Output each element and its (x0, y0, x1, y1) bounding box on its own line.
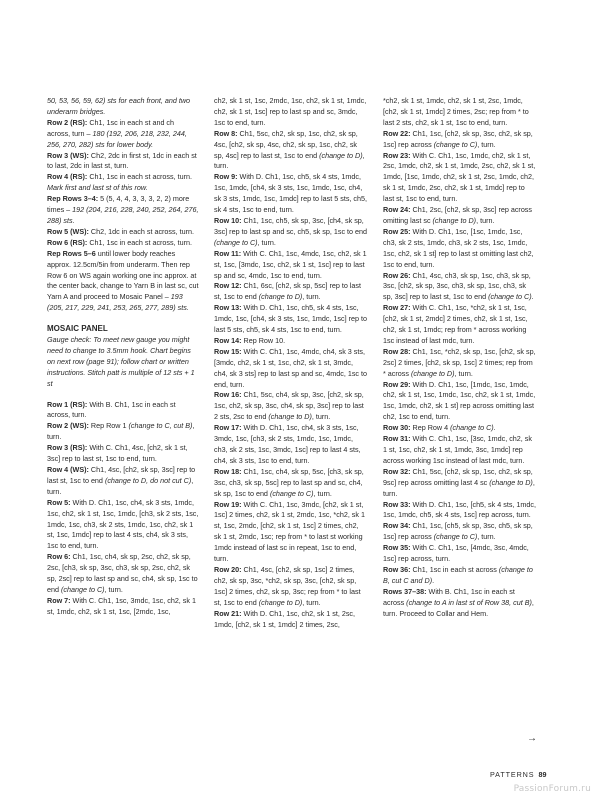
mosaic-row-33: Row 33: With D. Ch1, 1sc, [ch5, sk 4 sts, 1mdc, 1sc, 1mdc, ch5, sk 4 sts, 1sc] rep across, turn. (383, 499, 536, 520)
mosaic-row-9: Row 9: With D. Ch1, 1sc, ch5, sk 4 sts, 1mdc, 1sc, 1mdc, [ch4, sk 3 sts, 1sc, 1mdc, 1sc, ch4, sk 3 sts, 1mdc, 1sc, 1mdc] rep to last 5 sts, ch5, sk 4 sts, 1sc to end, turn. (214, 172, 367, 215)
mosaic-row-11: Row 11: With C. Ch1, 1sc, 4mdc, 1sc, ch2, sk 1 st, 1sc, [3mdc, 1sc, ch2, sk 1 st, 1sc] rep to last sp and sc, 4mdc, 1sc to end, turn. (214, 248, 367, 280)
row-5: Row 5 (WS): Ch2, 1dc in each st across, turn. (47, 226, 194, 236)
mosaic-rows-37-38: Rows 37–38: With B. Ch1, 1sc in each st across (change to A in last st of Row 38, cut B), turn. Proceed to Collar and Hem. (383, 586, 534, 618)
mosaic-row-30: Row 30: Rep Row 4 (change to C). (383, 423, 496, 433)
mosaic-row-26: Row 26: Ch1, 4sc, ch3, sk sp, 1sc, ch3, sk sp, 3sc, [ch2, sk sp, 3sc, ch3, sk sp, 1sc, ch3, sk sp, 3sc] rep to last st, 1sc to end (change to C). (383, 270, 534, 302)
watermark: PassionForum.ru (513, 784, 591, 794)
mosaic-row-28: Row 28: Ch1, 1sc, *ch2, sk sp, 1sc, [ch2, sk sp, 2sc] 2 times, [ch2, sk sp, 1sc] 2 times; rep from * across (change to D), turn. (383, 346, 536, 378)
mosaic-row-2: Row 2 (WS): Rep Row 1 (change to C, cut B), turn. (47, 421, 195, 442)
mosaic-row-17: Row 17: With D. Ch1, 1sc, ch4, sk 3 sts, 1sc, 3mdc, 1sc, [ch3, sk 2 sts, 1mdc, 1sc, 1mdc, ch3, sk 2 sts, 1sc, 3mdc, 1sc] rep to last 4 sts, ch4, sk 3 sts, 1sc to end, turn. (214, 423, 361, 465)
continue-arrow-icon: → (527, 733, 537, 744)
row-3: Row 3 (WS): Ch2, 2dc in first st, 1dc in each st to last, 2dc in last st, turn. (47, 150, 197, 171)
mosaic-row-16: Row 16: Ch1, 5sc, ch4, sk sp, 3sc, [ch2, sk sp, 1sc, ch2, sk sp, 3sc, ch4, sk sp, 3sc] rep to last 2 sts, 2sc to end (change to D), turn. (214, 390, 364, 422)
mosaic-row-21: Row 21: With D. Ch1, 1sc, ch2, sk 1 st, 2sc, 1mdc, [ch2, sk 1 st, 1mdc] 2 times, 2sc, (214, 608, 356, 629)
mosaic-row-1: Row 1 (RS): With B. Ch1, 1sc in each st across, turn. (47, 399, 176, 420)
mosaic-row-14: Row 14: Rep Row 10. (214, 335, 286, 345)
mosaic-row-20: Row 20: Ch1, 4sc, [ch2, sk sp, 1sc] 2 times, ch2, sk sp, 3sc, *ch2, sk sp, 3sc, [ch2, sk sp, 1sc] 2 times, ch2, sk sp, 3sc; rep from * to last st, 1sc to end (change to D), turn. (214, 564, 361, 607)
mosaic-row-3: Row 3 (RS): With C. Ch1, 4sc, [ch2, sk 1 st, 3sc] rep to last st, 1sc to end, turn. (47, 443, 188, 464)
mosaic-row-23: Row 23: With C. Ch1, 1sc, 1mdc, ch2, sk 1 st, 2sc, 1mdc, ch2, sk 1 st, 1mdc, 2sc, ch2, sk 1 st, 1mdc, [1sc, 1mdc, ch2, sk 1 st, 2sc, 1mdc, ch2, sk 1 st, 1mdc, 2sc, ch2, sk 1 st, 1mdc] rep to last st, 1sc to end, turn. (383, 150, 536, 204)
rep-rows-5-6: Rep Rows 5–6 until lower body reaches approx. 12.5cm/5in from underarm. Then rep Row 6 on WS again working one inc approx. at the center back, change to Yarn B in last sc, cut Yarn A and proceed to Mosaic Panel – 193 (205, 217, 229, 241, 253, 265, 277, 289) sts. (47, 248, 199, 313)
mosaic-row-10: Row 10: Ch1, 1sc, ch5, sk sp, 3sc, [ch4, sk sp, 3sc] rep to last sp and sc, ch5, sk sp, 1sc to end (change to C), turn. (214, 215, 368, 247)
column-1 (47, 96, 199, 618)
mosaic-row-35: Row 35: With C. Ch1, 1sc, [4mdc, 3sc, 4mdc, 1sc] rep across, turn. (383, 543, 529, 564)
mosaic-row-6: Row 6: Ch1, 1sc, ch4, sk sp, 2sc, ch2, sk sp, 2sc, [ch3, sk sp, 3sc, ch3, sk sp, 2sc, ch2, sk sp, 2sc] rep to last sp and sc, ch4, sk sp, 1sc to end (change to C), turn. (47, 552, 198, 594)
paragraph: 50, 53, 56, 59, 62) sts for each front, and two underarm bridges. (47, 96, 191, 116)
mosaic-row-25: Row 25: With D. Ch1, 1sc, [1sc, 1mdc, 1sc, ch3, sk 2 sts, 1mdc, ch3, sk 2 sts, 1sc, 1mdc, 1sc, ch2, sk 1 st] rep to last st omitting last ch2, 1sc to end, turn. (383, 226, 534, 269)
mosaic-row-19: Row 19: With C. Ch1, 1sc, 3mdc, [ch2, sk 1 st, 1sc] 2 times, ch2, sk 1 st, 2mdc, 1sc, *ch2, sk 1 st, 1sc, 2mdc, [ch2, sk 1 st, 1sc] 2 times, ch2, sk 1 st, 2mdc, 1sc; rep from * to last st working 1mdc instead of last sc in repeat, 1sc to end, turn. (214, 499, 365, 564)
section-label: PATTERNS (490, 770, 535, 779)
mosaic-row-24: Row 24: Ch1, 2sc, [ch2, sk sp, 3sc] rep across omitting last sc (change to D), turn. (383, 205, 532, 225)
paragraph: ch2, sk 1 st, 1sc, 2mdc, 1sc, ch2, sk 1 st, 1mdc, ch2, sk 1 st, 1sc] rep to last sp and sc, 3mdc, 1sc to end, turn. (214, 96, 367, 127)
section-heading: MOSAIC PANEL (47, 324, 108, 334)
paragraph: *ch2, sk 1 st, 1mdc, ch2, sk 1 st, 2sc, 1mdc, [ch2, sk 1 st, 1mdc] 2 times, 2sc; rep from * to last 2 sts, ch2, sk 1 st, 1sc to end, turn. (383, 96, 529, 127)
mosaic-row-32: Row 32: Ch1, 5sc, [ch2, sk sp, 1sc, ch2, sk sp, 9sc] rep across omitting last 4 sc (change to D), turn. (383, 466, 535, 498)
page-footer (490, 770, 546, 779)
mosaic-row-22: Row 22: Ch1, 1sc, [ch2, sk sp, 3sc, ch2, sk sp, 1sc] rep across (change to C), turn. (383, 128, 533, 149)
mosaic-row-15: Row 15: With C. Ch1, 1sc, 4mdc, ch4, sk 3 sts, [3mdc, ch2, sk 1 st, 1sc, ch2, sk 1 st, 3mdc, ch4, sk 3 sts] rep to last sp and sc, 4mdc, 1sc to end, turn. (214, 346, 368, 389)
rep-rows-3-4: Rep Rows 3–4: 5 (5, 4, 4, 3, 3, 3, 2, 2) more times – 192 (204, 216, 228, 240, 252, 264, 276, 288) sts. (47, 194, 199, 225)
row-4: Row 4 (RS): Ch1, 1sc in each st across, turn. Mark first and last st of this row. (47, 172, 192, 193)
mosaic-row-12: Row 12: Ch1, 6sc, [ch2, sk sp, 5sc] rep to last st, 1sc to end (change to D), turn. (214, 281, 362, 302)
mosaic-row-5: Row 5: With D. Ch1, 1sc, ch4, sk 3 sts, 1mdc, 1sc, ch2, sk 1 st, 1sc, 1mdc, [ch3, sk 2 sts, 1sc, 1mdc, 1sc, ch3, sk 2 sts, 1mdc, 1sc, ch2, sk 1 st, 1sc, 1mdc] rep to last 4 sts, ch4, sk 3 sts, 1sc to end, turn. (47, 497, 199, 551)
mosaic-row-8: Row 8: Ch1, 5sc, ch2, sk sp, 1sc, ch2, sk sp, 4sc, [ch2, sk sp, 4sc, ch2, sk sp, 1sc, ch2, sk sp, 4sc] rep to last st, 1sc to end (change to D), turn. (214, 128, 365, 171)
mosaic-row-31: Row 31: With C. Ch1, 1sc, [3sc, 1mdc, ch2, sk 1 st, 1sc, ch2, sk 1 st, 1mdc, 3sc, 1mdc] rep across working 1sc instead of last mdc, turn. (383, 434, 532, 465)
row-6: Row 6 (RS): Ch1, 1sc in each st across, turn. (47, 237, 192, 247)
mosaic-row-36: Row 36: Ch1, 1sc in each st across (change to B, cut C and D). (383, 564, 533, 585)
gauge-note: Gauge check: To meet new gauge you might need to change to 3.5mm hook. Chart begins on next row (page 91); follow chart or written instructions. Stitch patt is multiple of 12 sts + 1 st (47, 335, 195, 388)
page-number: 89 (538, 770, 547, 779)
row-2: Row 2 (RS): Ch1, 1sc in each st and ch across, turn – 180 (192, 206, 218, 232, 244, 256, 270, 282) sts for lower body. (47, 117, 187, 149)
column-2 (214, 96, 367, 630)
mosaic-row-18: Row 18: Ch1, 1sc, ch4, sk sp, 5sc, [ch3, sk sp, 3sc, ch3, sk sp, 5sc] rep to last sp and sc, ch4, sk sp, 1sc to end (change to C), turn. (214, 466, 364, 498)
mosaic-row-27: Row 27: With C. Ch1, 1sc, *ch2, sk 1 st, 1sc, [ch2, sk 1 st, 2mdc] 2 times, ch2, sk 1 st, 1sc, ch2, sk 1 st, 1mdc; rep from * across working 1sc instead of last mdc, turn. (383, 303, 528, 345)
column-3 (383, 96, 536, 620)
mosaic-row-34: Row 34: Ch1, 1sc, [ch5, sk sp, 3sc, ch5, sk sp, 1sc] rep across (change to C), turn. (383, 521, 533, 542)
mosaic-row-7: Row 7: With C. Ch1, 1sc, 3mdc, 1sc, ch2, sk 1 st, 1mdc, ch2, sk 1 st, 1sc, [2mdc, 1sc, (47, 595, 196, 616)
mosaic-row-29: Row 29: With D. Ch1, 1sc, [1mdc, 1sc, 1mdc, ch2, sk 1 st, 1sc, 1mdc, 1sc, ch2, sk 1 st, 1mdc, 1sc, 1mdc, ch2, sk 1 st] rep across omitting last ch2, 1sc to end, turn. (383, 379, 536, 422)
mosaic-row-13: Row 13: With D. Ch1, 1sc, ch5, sk 4 sts, 1sc, 1mdc, 1sc, [ch4, sk 3 sts, 1sc, 1mdc, 1sc] rep to last 5 sts, ch5, sk 4 sts, 1sc to end, turn. (214, 303, 367, 335)
mosaic-row-4: Row 4 (WS): Ch1, 4sc, [ch2, sk sp, 3sc] rep to last st, 1sc to end (change to D, do not cut C), turn. (47, 465, 196, 496)
